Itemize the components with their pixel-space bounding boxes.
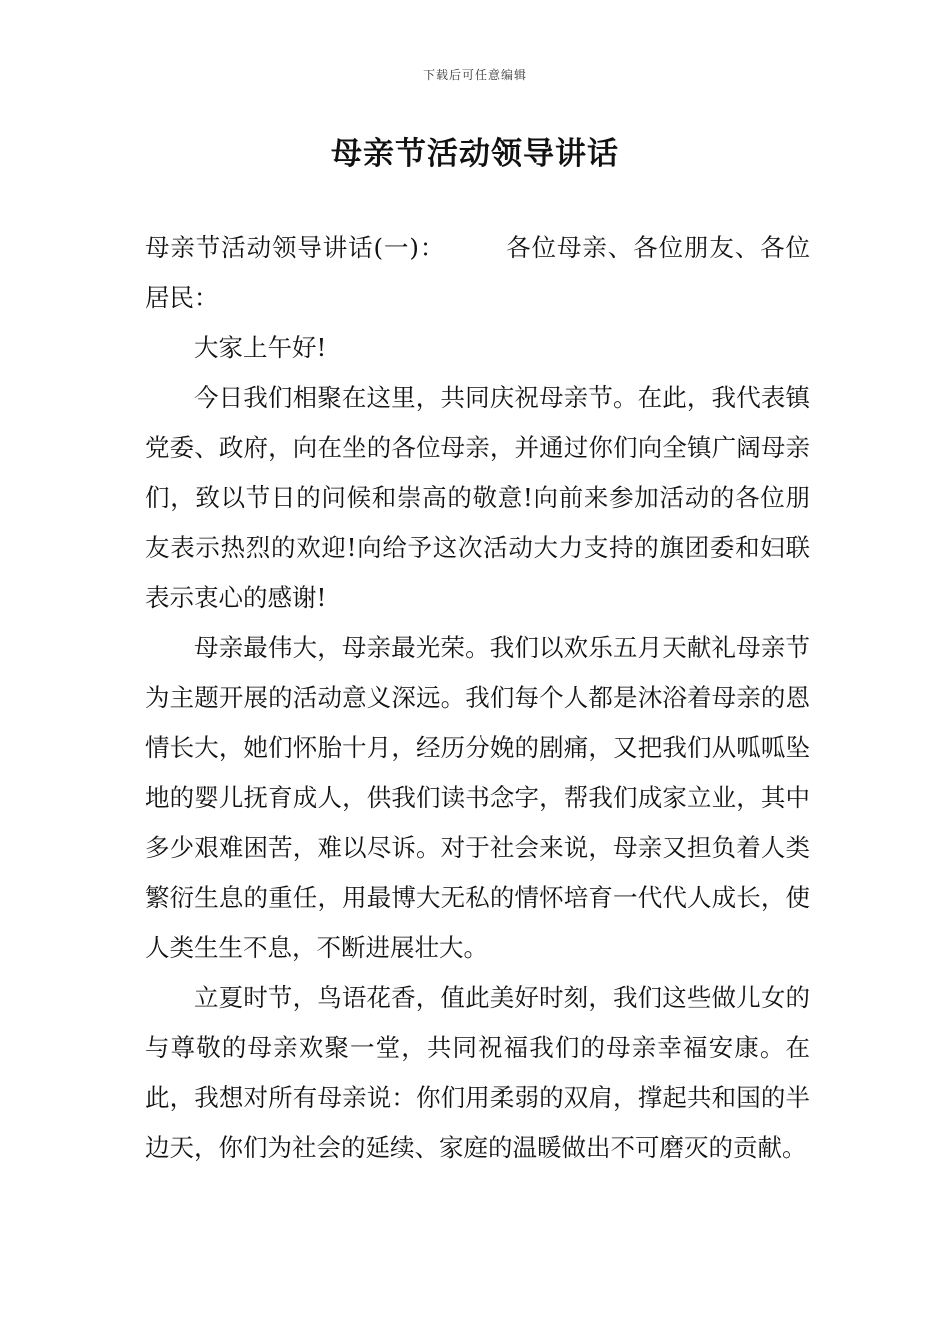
paragraph-greeting: 大家上午好! <box>194 333 327 362</box>
document-body <box>145 223 810 1173</box>
document-title: 母亲节活动领导讲话 <box>331 136 619 172</box>
paragraph-2: 母亲最伟大，母亲最光荣。我们以欢乐五月天献礼母亲节为主题开展的活动意义深远。我们每个人都是沐浴着母亲的恩情长大，她们怀胎十月，经历分娩的剧痛，又把我们从呱呱坠地的婴儿抚育成人，供我们读书念字，帮我们成家立业，其中多少艰难困苦，难以尽诉。对于社会来说，母亲又担负着人类繁衍生息的重任，用最博大无私的情怀培育一代代人成长，使人类生生不息，不断进展壮大。 <box>145 633 810 962</box>
header-note: 下载后可任意编辑 <box>422 68 527 82</box>
part-label: 母亲节活动领导讲话(一)： <box>145 233 446 262</box>
paragraph-3: 立夏时节，鸟语花香，值此美好时刻，我们这些做儿女的与尊敬的母亲欢聚一堂，共同祝福我们的母亲幸福安康。在此，我想对所有母亲说：你们用柔弱的双肩，撑起共和国的半边天，你们为社会的延续、家庭的温暖做出不可磨灭的贡献。 <box>145 983 810 1162</box>
salutation: 各位母亲、各位朋友、各位居民： <box>145 233 811 312</box>
opening-paragraph <box>145 223 810 323</box>
paragraph-1: 今日我们相聚在这里，共同庆祝母亲节。在此，我代表镇党委、政府，向在坐的各位母亲，并通过你们向全镇广阔母亲们，致以节日的问候和崇高的敬意!向前来参加活动的各位朋友表示热烈的欢迎!向给予这次活动大力支持的旗团委和妇联表示衷心的感谢! <box>145 383 810 612</box>
